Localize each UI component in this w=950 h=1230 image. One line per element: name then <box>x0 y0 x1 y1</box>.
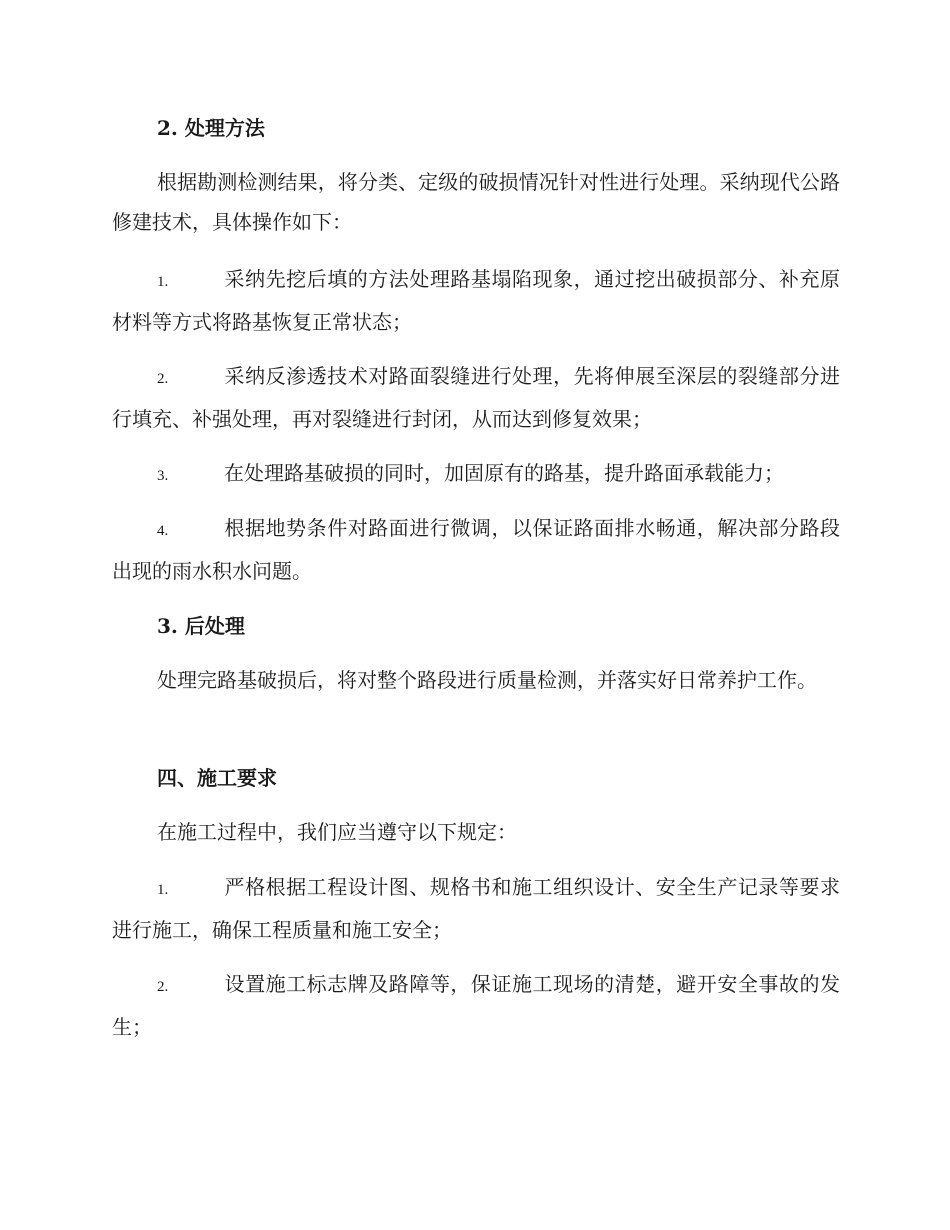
paragraph-processing-intro: 根据勘测检测结果，将分类、定级的破损情况针对性进行处理。采纳现代公路修建技术，具体操作如下： <box>112 170 840 234</box>
section-heading-post-processing: 3. 后处理 <box>157 614 245 638</box>
list-item <box>112 964 840 1047</box>
list-item-number: 1. <box>157 882 169 898</box>
list-item <box>112 453 840 496</box>
list-item-number: 1. <box>157 274 169 290</box>
list-item-text: 根据地势条件对路面进行微调，以保证路面排水畅通，解决部分路段出现的雨水积水问题。 <box>112 516 840 583</box>
list-item <box>112 508 840 591</box>
list-item-number: 2. <box>157 979 169 995</box>
list-item-text: 设置施工标志牌及路障等，保证施工现场的清楚，避开安全事故的发生； <box>112 972 840 1039</box>
list-item-number: 2. <box>157 371 169 387</box>
paragraph-requirements-intro: 在施工过程中，我们应当遵守以下规定： <box>157 820 517 844</box>
list-item-text: 采纳反渗透技术对路面裂缝进行处理，先将伸展至深层的裂缝部分进行填充、补强处理，再对裂缝进行封闭，从而达到修复效果； <box>112 364 840 431</box>
list-item-number: 3. <box>157 468 169 484</box>
list-item-text: 在处理路基破损的同时，加固原有的路基，提升路面承载能力； <box>224 461 784 485</box>
section-heading-processing-method: 2. 处理方法 <box>157 116 265 140</box>
list-item <box>112 867 840 950</box>
paragraph-post-processing: 处理完路基破损后，将对整个路段进行质量检测，并落实好日常养护工作。 <box>157 668 817 692</box>
list-item <box>112 356 840 439</box>
list-item-text: 采纳先挖后填的方法处理路基塌陷现象，通过挖出破损部分、补充原材料等方式将路基恢复正常状态； <box>112 267 840 334</box>
list-item <box>112 259 840 342</box>
list-item-number: 4. <box>157 523 169 539</box>
list-item-text: 严格根据工程设计图、规格书和施工组织设计、安全生产记录等要求进行施工，确保工程质量和施工安全； <box>112 875 840 942</box>
section-heading-construction-requirements: 四、施工要求 <box>157 766 277 790</box>
